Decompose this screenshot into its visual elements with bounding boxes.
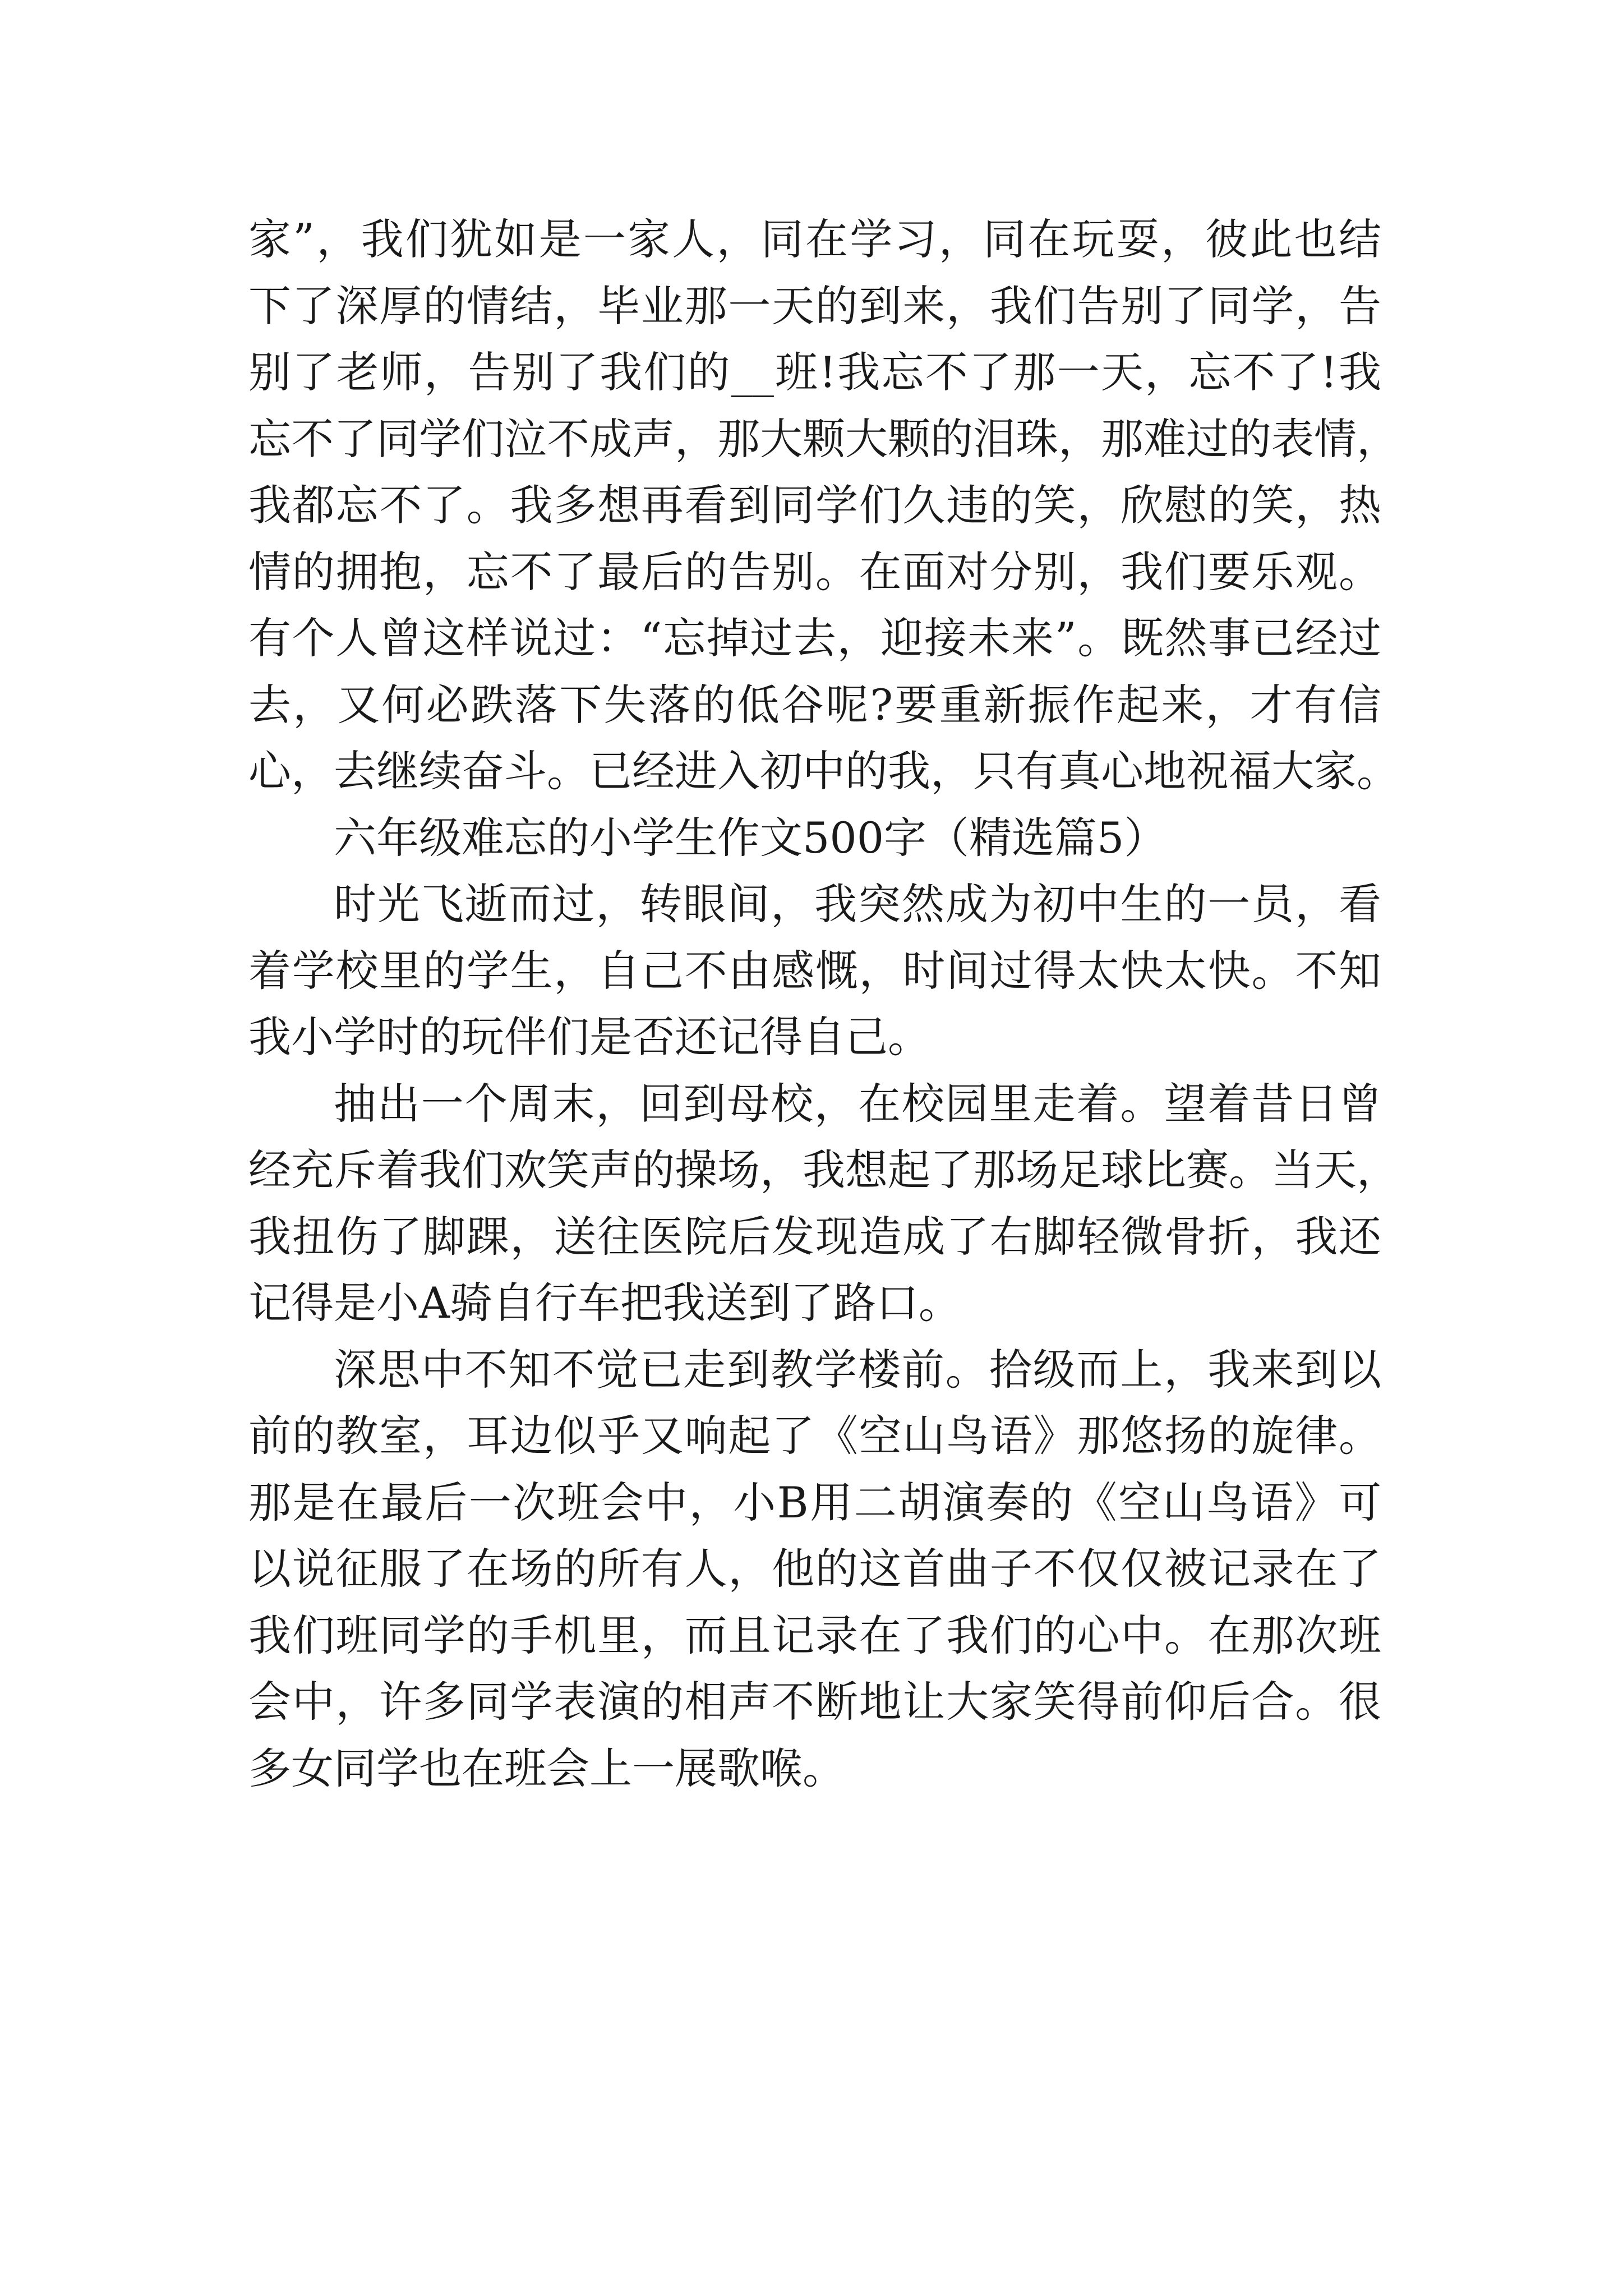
paragraph — [248, 1337, 1381, 1802]
text-line: 有个人曾这样说过：“忘掉过去，迎接未来”。既然事已经过 — [248, 613, 1381, 663]
section-title: 六年级难忘的小学生作文500字（精选篇5） — [334, 812, 1167, 863]
text-line: 我们班同学的手机里，而且记录在了我们的心中。在那次班 — [248, 1610, 1381, 1660]
text-line: 着学校里的学生，自己不由感慨，时间过得太快太快。不知 — [248, 945, 1381, 996]
text-line: 情的拥抱，忘不了最后的告别。在面对分别，我们要乐观。 — [248, 546, 1381, 597]
paragraph — [248, 871, 1381, 1071]
text-line: 忘不了同学们泣不成声，那大颗大颗的泪珠，那难过的表情， — [248, 413, 1399, 464]
text-line: 我都忘不了。我多想再看到同学们久违的笑，欣慰的笑，热 — [248, 480, 1381, 530]
text-line: 我小学时的玩伴们是否还记得自己。 — [248, 1012, 930, 1062]
text-line: 下了深厚的情结，毕业那一天的到来，我们告别了同学，告 — [248, 280, 1381, 331]
text-line: 那是在最后一次班会中，小B用二胡演奏的《空山鸟语》可 — [248, 1477, 1381, 1527]
text-line: 时光飞逝而过，转眼间，我突然成为初中生的一员，看 — [334, 879, 1381, 929]
text-line: 抽出一个周末，回到母校，在校园里走着。望着昔日曾 — [334, 1078, 1381, 1129]
text-line: 前的教室，耳边似乎又响起了《空山鸟语》那悠扬的旋律。 — [248, 1411, 1381, 1461]
text-line: 记得是小A骑自行车把我送到了路口。 — [248, 1278, 961, 1328]
text-line: 家”，我们犹如是一家人，同在学习，同在玩耍，彼此也结 — [248, 214, 1381, 264]
text-line: 深思中不知不觉已走到教学楼前。拾级而上，我来到以 — [334, 1344, 1381, 1395]
text-line: 以说征服了在场的所有人，他的这首曲子不仅仅被记录在了 — [248, 1544, 1381, 1594]
text-line: 去，又何必跌落下失落的低谷呢?要重新振作起来，才有信 — [248, 679, 1381, 730]
text-line: 多女同学也在班会上一展歌喉。 — [248, 1743, 845, 1793]
text-line: 我扭伤了脚踝，送往医院后发现造成了右脚轻微骨折，我还 — [248, 1211, 1381, 1262]
paragraph — [248, 1071, 1399, 1337]
document-body — [248, 206, 1399, 1802]
paragraph — [248, 206, 1399, 805]
text-line: 会中，许多同学表演的相声不断地让大家笑得前仰后合。很 — [248, 1677, 1381, 1727]
text-line: 经充斥着我们欢笑声的操场，我想起了那场足球比赛。当天， — [248, 1145, 1399, 1195]
text-line: 别了老师，告别了我们的__班!我忘不了那一天，忘不了!我 — [248, 347, 1381, 397]
text-line: 心，去继续奋斗。已经进入初中的我，只有真心地祝福大家。 — [248, 746, 1399, 796]
